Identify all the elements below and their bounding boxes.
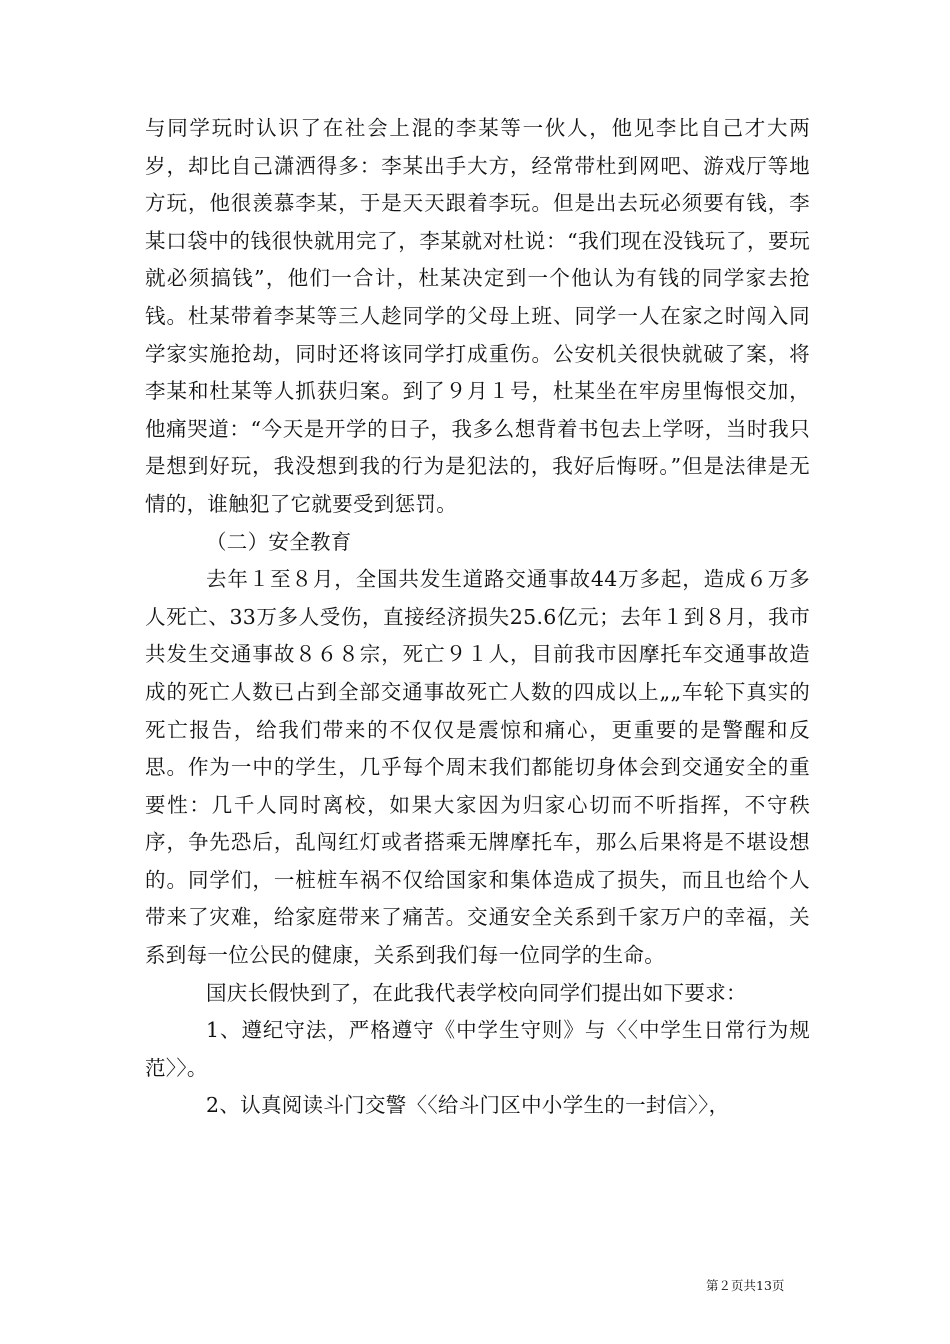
list-item-1: 1、遵纪守法，严格遵守《中学生守则》与〈〈中学生日常行为规范〉〉。 xyxy=(145,1018,810,1080)
page-number-footer: 第２页共13页 xyxy=(706,1278,785,1293)
list-item-2: 2、认真阅读斗门交警〈〈给斗门区中小学生的一封信〉〉， xyxy=(206,1093,730,1118)
section-heading-safety-education: （二）安全教育 xyxy=(206,529,352,554)
paragraph-traffic-safety: 去年１至８月，全国共发生道路交通事故44万多起，造成６万多人死亡、33万多人受伤，直接经济损失25.6亿元；去年１到８月，我市共发生交通事故８６８宗，死亡９１人，目前我市因摩托车交通事故造成的死亡人数已占到全部交通事故死亡人数的四成以上„„车轮下真实的死亡报告，给我们带来的不仅仅是震惊和痛心，更重要的是警醒和反思。作为一中的学生，几乎每个周末我们都能切身体会到交通安全的重要性：几千人同时离校，如果大家因为归家心切而不听指挥，不守秩序，争先恐后，乱闯红灯或者搭乘无牌摩托车，那么后果将是不堪设想的。同学们，一桩桩车祸不仅给国家和集体造成了损失，而且也给个人带来了灾难，给家庭带来了痛苦。交通安全关系到千家万户的幸福，关系到每一位公民的健康，关系到我们每一位同学的生命。 xyxy=(145,567,810,968)
paragraph-case-story: 与同学玩时认识了在社会上混的李某等一伙人，他见李比自己才大两岁，却比自己潇洒得多：李某出手大方，经常带杜到网吧、游戏厅等地方玩，他很羡慕李某，于是天天跟着李玩。但是出去玩必须要有钱，李某口袋中的钱很快就用完了，李某就对杜说：“我们现在没钱玩了，要玩就必须搞钱”，他们一合计，杜某决定到一个他认为有钱的同学家去抢钱。杜某带着李某等三人趁同学的父母上班、同学一人在家之时闯入同学家实施抢劫，同时还将该同学打成重伤。公安机关很快就破了案，将李某和杜某等人抓获归案。到了９月１号，杜某坐在牢房里悔恨交加，他痛哭道：“今天是开学的日子，我多么想背着书包去上学呀，当时我只是想到好玩，我没想到我的行为是犯法的，我好后悔呀。”但是法律是无情的，谁触犯了它就要受到惩罚。 xyxy=(145,116,810,516)
paragraph-holiday-requirements: 国庆长假快到了，在此我代表学校向同学们提出如下要求： xyxy=(206,980,747,1005)
document-body xyxy=(145,110,810,1125)
